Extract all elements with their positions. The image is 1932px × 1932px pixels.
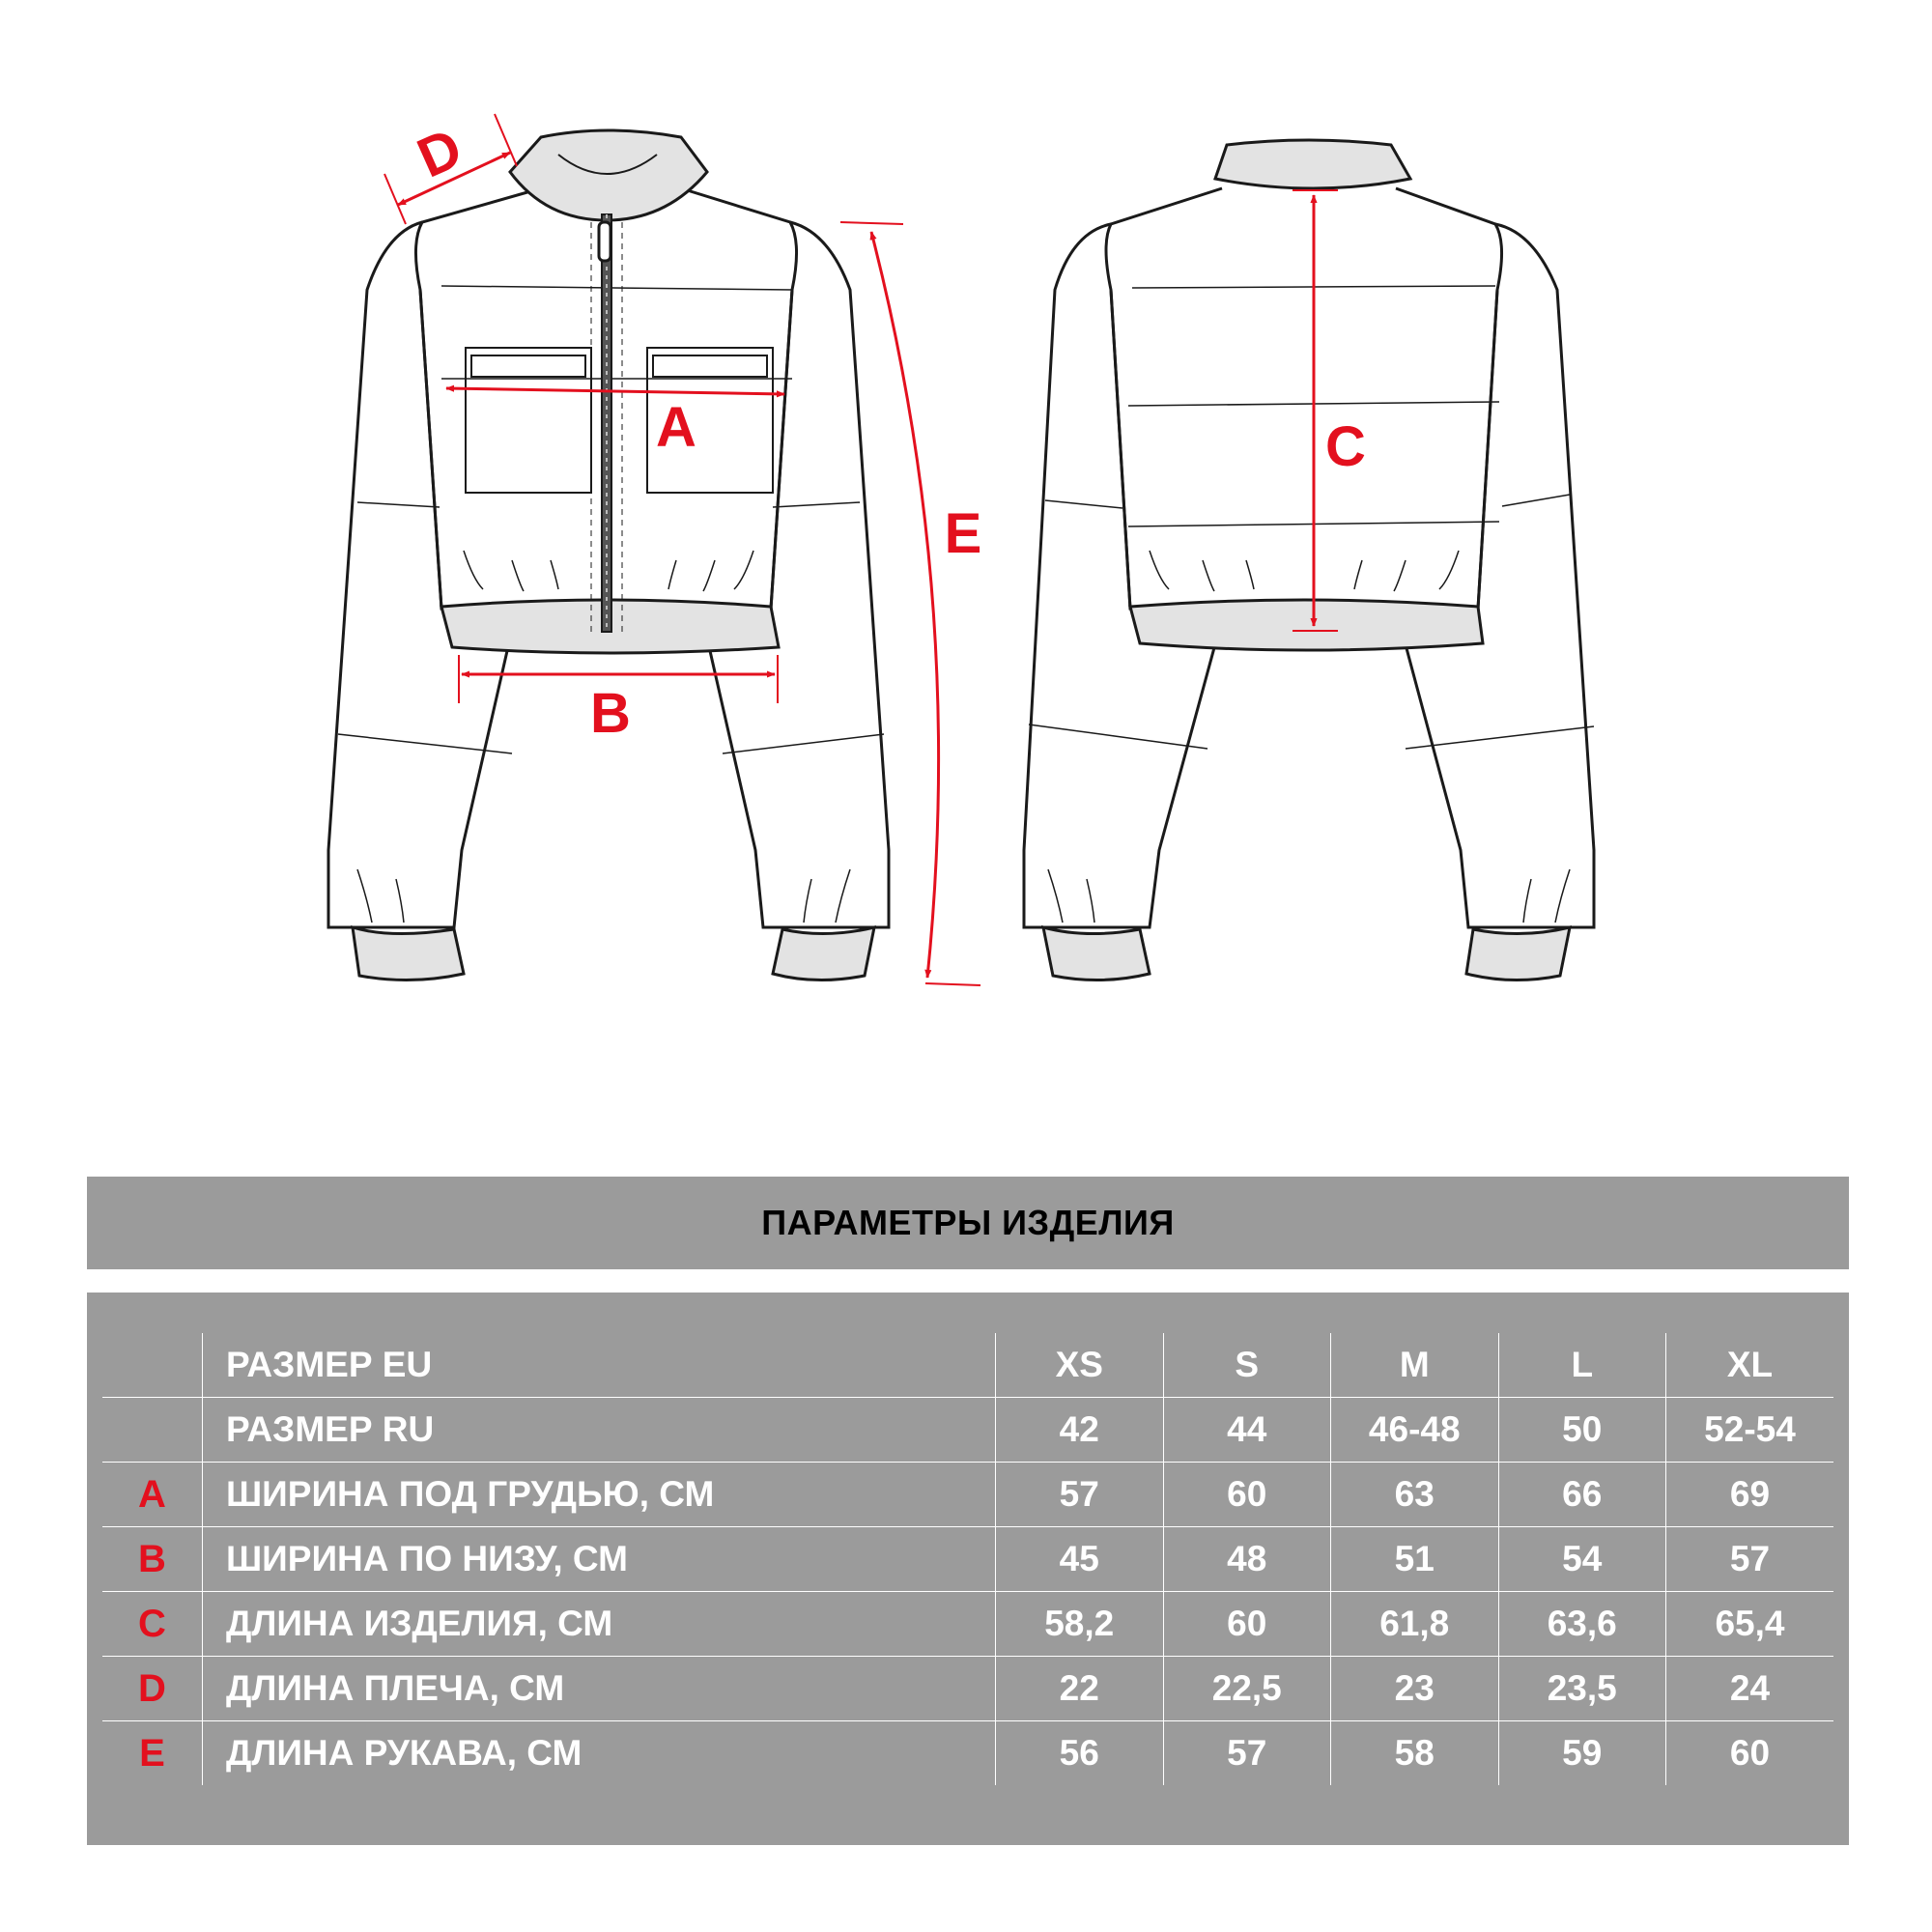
back-hem-rib xyxy=(1130,600,1483,650)
size-value-cell: 48 xyxy=(1163,1527,1331,1592)
size-value-cell: L xyxy=(1498,1333,1666,1398)
parameter-name: ДЛИНА РУКАВА, СМ xyxy=(203,1721,996,1786)
table-title: ПАРАМЕТРЫ ИЗДЕЛИЯ xyxy=(761,1203,1175,1242)
row-marker-letter: D xyxy=(102,1657,203,1721)
jacket-front-view xyxy=(328,130,889,980)
parameter-name: РАЗМЕР RU xyxy=(203,1398,996,1463)
back-left-sleeve xyxy=(1024,224,1225,927)
size-value-cell: 58 xyxy=(1331,1721,1499,1786)
size-value-cell: 63 xyxy=(1331,1463,1499,1527)
row-marker-letter xyxy=(102,1333,203,1398)
size-value-cell: 22 xyxy=(996,1657,1164,1721)
dimension-b-label: B xyxy=(590,682,631,745)
front-right-cuff xyxy=(773,927,874,980)
size-value-cell: 52-54 xyxy=(1666,1398,1834,1463)
row-marker-letter: C xyxy=(102,1592,203,1657)
size-value-cell: 45 xyxy=(996,1527,1164,1592)
front-right-sleeve xyxy=(700,222,889,927)
table-row xyxy=(102,1592,1833,1657)
size-value-cell: M xyxy=(1331,1333,1499,1398)
parameter-name: ШИРИНА ПОД ГРУДЬЮ, СМ xyxy=(203,1463,996,1527)
table-row xyxy=(102,1721,1833,1786)
row-marker-letter xyxy=(102,1398,203,1463)
size-value-cell: 46-48 xyxy=(1331,1398,1499,1463)
size-value-cell: 63,6 xyxy=(1498,1592,1666,1657)
dimension-d-label: D xyxy=(408,116,471,190)
dimension-lines xyxy=(384,114,1338,985)
front-left-cuff xyxy=(353,927,464,980)
size-value-cell: 60 xyxy=(1666,1721,1834,1786)
size-value-cell: 23,5 xyxy=(1498,1657,1666,1721)
back-collar-rib xyxy=(1215,140,1410,188)
size-value-cell: 66 xyxy=(1498,1463,1666,1527)
size-table xyxy=(102,1333,1833,1785)
row-marker-letter: A xyxy=(102,1463,203,1527)
front-left-sleeve xyxy=(328,222,517,927)
parameter-name: ДЛИНА ПЛЕЧА, СМ xyxy=(203,1657,996,1721)
table-row xyxy=(102,1527,1833,1592)
row-marker-letter: B xyxy=(102,1527,203,1592)
zipper-pull xyxy=(599,222,611,261)
size-value-cell: 58,2 xyxy=(996,1592,1164,1657)
size-value-cell: 59 xyxy=(1498,1721,1666,1786)
back-right-cuff xyxy=(1466,927,1570,980)
jacket-back-view xyxy=(1024,140,1594,980)
size-value-cell: 57 xyxy=(996,1463,1164,1527)
size-value-cell: 42 xyxy=(996,1398,1164,1463)
size-value-cell: 60 xyxy=(1163,1592,1331,1657)
table-row xyxy=(102,1398,1833,1463)
size-value-cell: 23 xyxy=(1331,1657,1499,1721)
dimension-c-label: C xyxy=(1325,415,1366,478)
parameter-name: ШИРИНА ПО НИЗУ, СМ xyxy=(203,1527,996,1592)
table-row xyxy=(102,1657,1833,1721)
back-right-sleeve xyxy=(1396,224,1594,927)
size-value-cell: 69 xyxy=(1666,1463,1834,1527)
size-value-cell: 57 xyxy=(1163,1721,1331,1786)
dimension-e-label: E xyxy=(944,502,982,565)
back-left-cuff xyxy=(1043,927,1150,980)
front-collar-rib xyxy=(510,130,707,220)
dimension-a-line xyxy=(446,388,784,394)
size-value-cell: 50 xyxy=(1498,1398,1666,1463)
size-value-cell: 24 xyxy=(1666,1657,1834,1721)
size-value-cell: 60 xyxy=(1163,1463,1331,1527)
size-value-cell: 51 xyxy=(1331,1527,1499,1592)
size-value-cell: 57 xyxy=(1666,1527,1834,1592)
row-marker-letter: E xyxy=(102,1721,203,1786)
table-row xyxy=(102,1463,1833,1527)
size-value-cell: 61,8 xyxy=(1331,1592,1499,1657)
back-body-outline xyxy=(1106,188,1502,609)
dimension-a-label: A xyxy=(656,396,696,459)
size-value-cell: 65,4 xyxy=(1666,1592,1834,1657)
table-row xyxy=(102,1333,1833,1398)
size-value-cell: 56 xyxy=(996,1721,1164,1786)
parameter-name: ДЛИНА ИЗДЕЛИЯ, СМ xyxy=(203,1592,996,1657)
parameter-name: РАЗМЕР EU xyxy=(203,1333,996,1398)
table-title-bar xyxy=(87,1177,1849,1269)
size-value-cell: 54 xyxy=(1498,1527,1666,1592)
size-table-panel xyxy=(87,1293,1849,1845)
dimension-e-line xyxy=(871,232,939,978)
size-value-cell: XL xyxy=(1666,1333,1834,1398)
size-value-cell: 44 xyxy=(1163,1398,1331,1463)
size-value-cell: S xyxy=(1163,1333,1331,1398)
size-value-cell: 22,5 xyxy=(1163,1657,1331,1721)
size-value-cell: XS xyxy=(996,1333,1164,1398)
